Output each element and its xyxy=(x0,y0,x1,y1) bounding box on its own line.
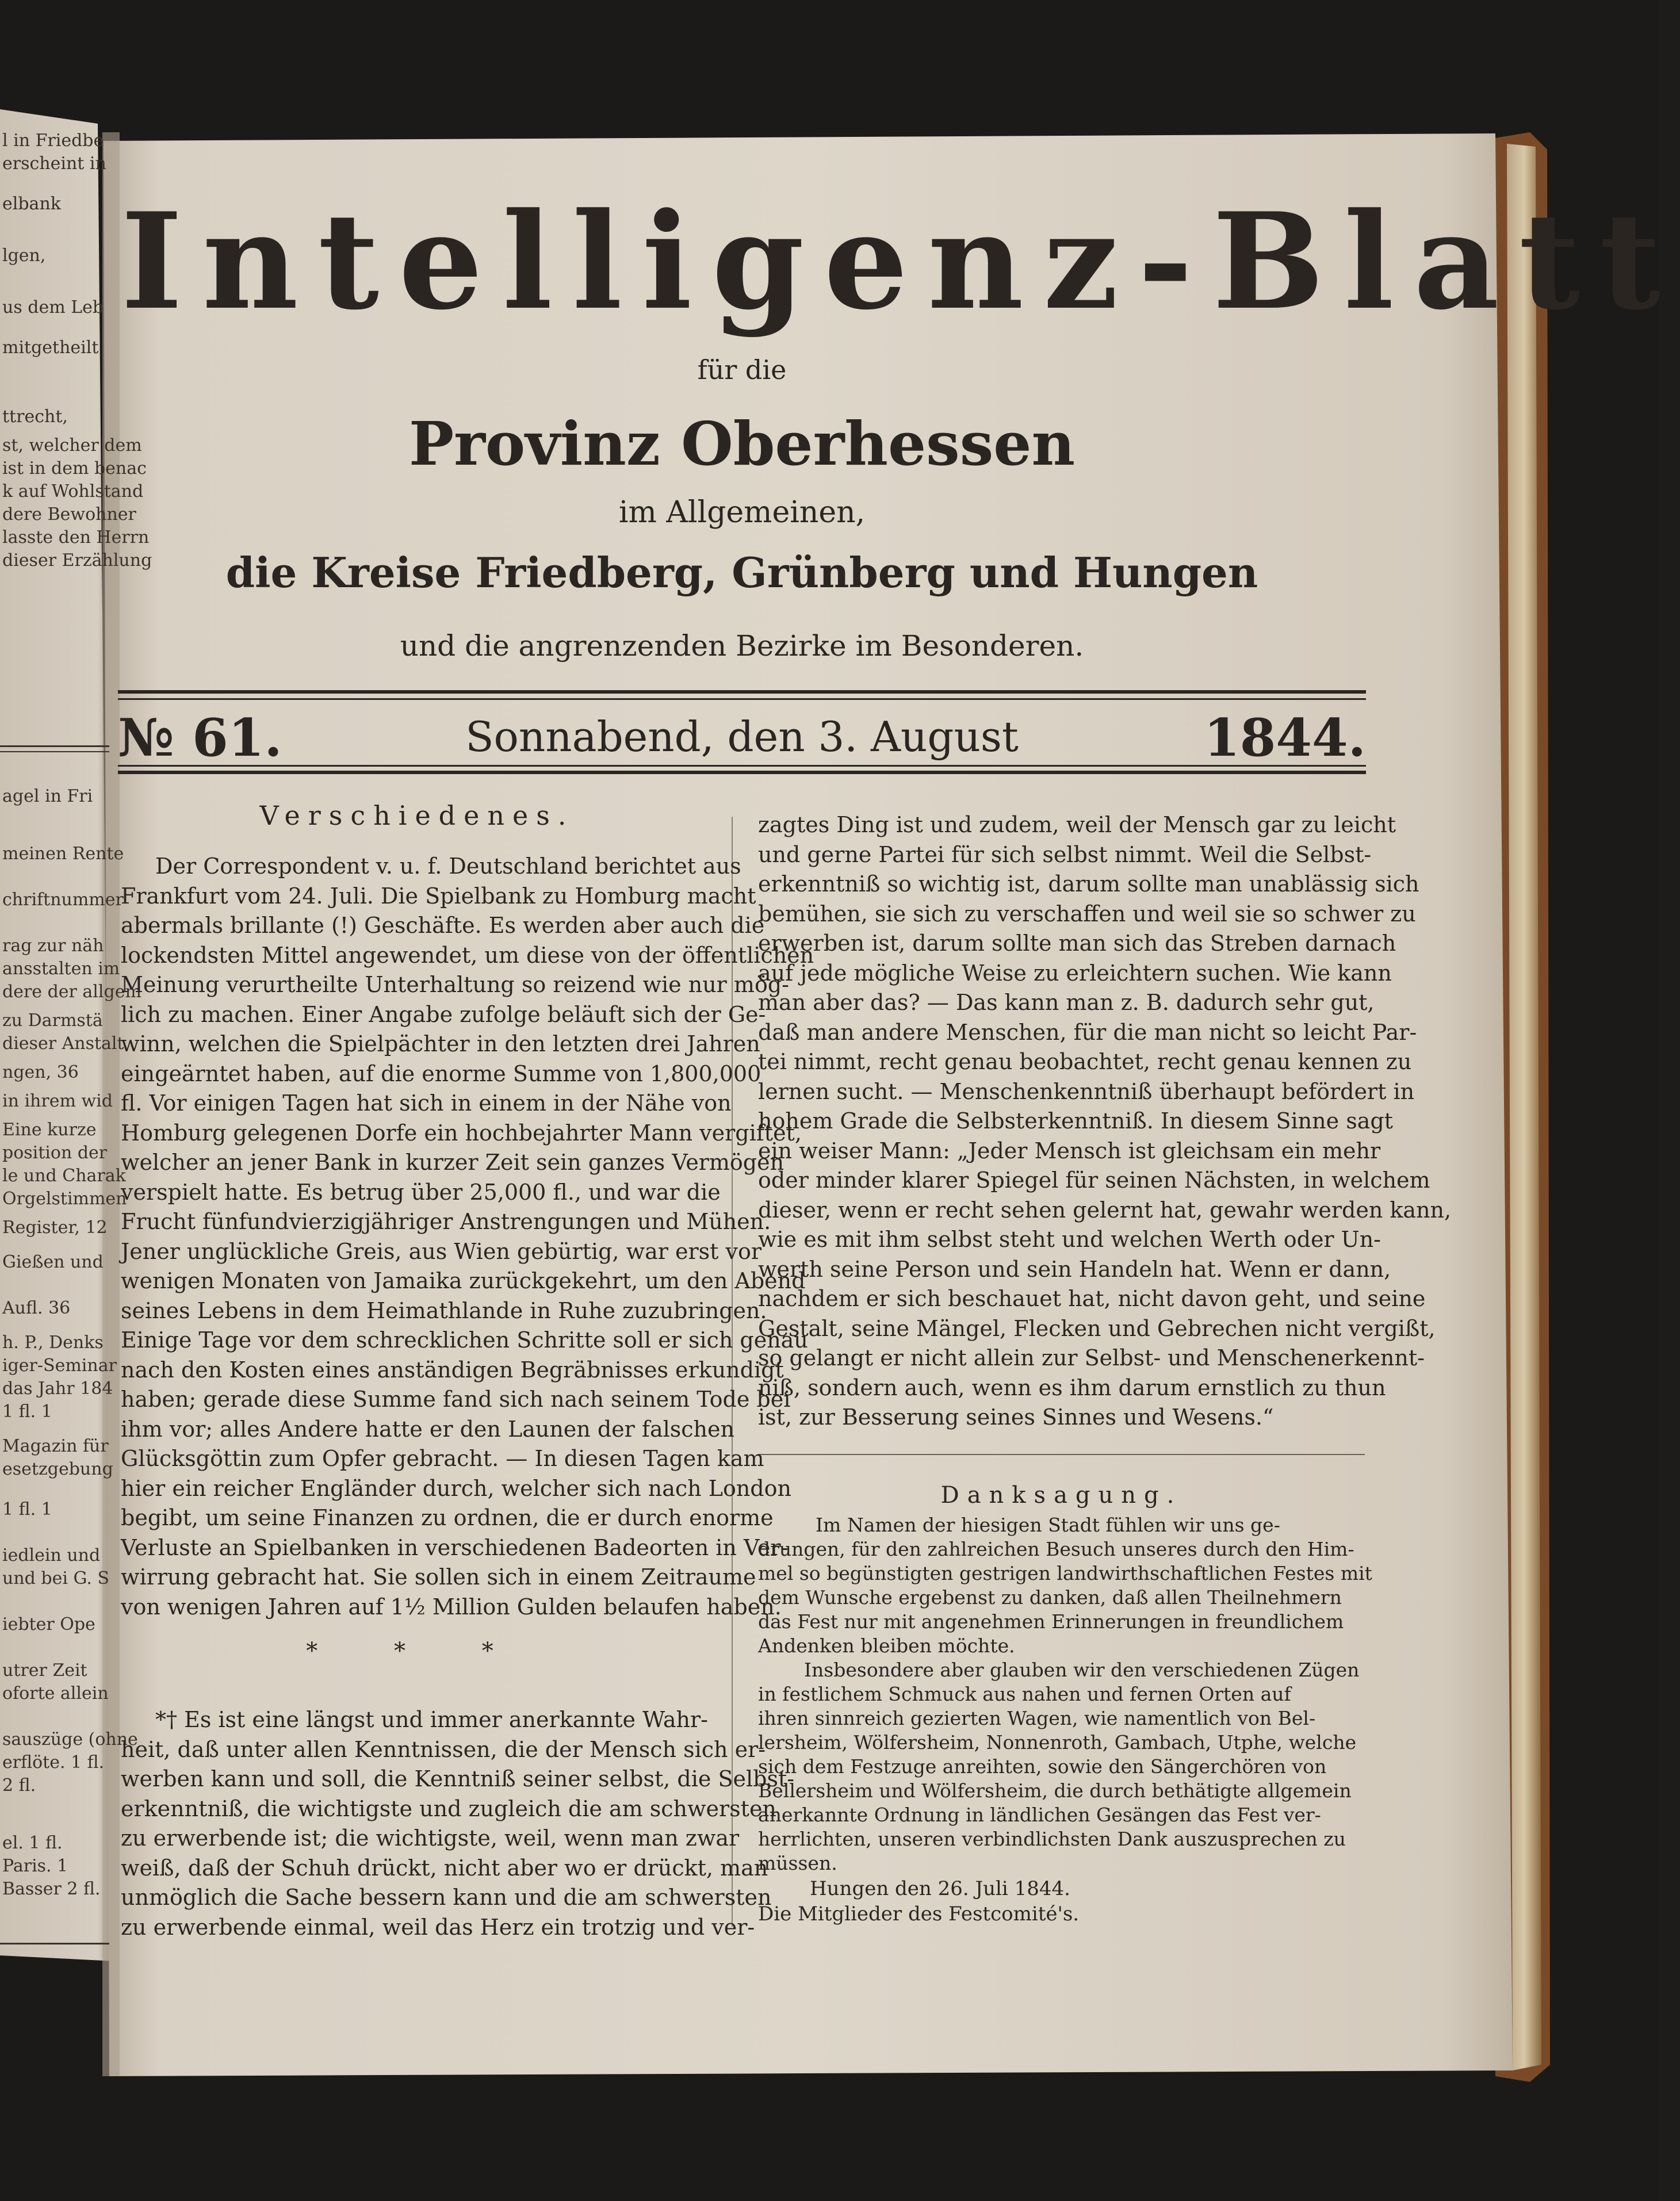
margin-fragment: erscheint in xyxy=(2,154,106,174)
text-line: auf jede mögliche Weise zu erleichtern suchen. Wie kann xyxy=(758,960,1392,986)
text-line: erkenntniß so wichtig ist, darum sollte man unablässig sich xyxy=(758,871,1419,897)
margin-fragment: 1 fl. 1 xyxy=(2,1499,52,1519)
text-line: Der Correspondent v. u. f. Deutschland berichtet aus xyxy=(155,853,741,879)
text-line: Frucht fünfundvierzigjähriger Anstrengungen und Mühen. xyxy=(121,1209,771,1234)
text-line: ihren sinnreich gezierten Wagen, wie namentlich von Bel- xyxy=(758,1707,1316,1729)
text-line: haben; gerade diese Summe fand sich nach seinem Tode bei xyxy=(121,1387,791,1412)
margin-fragment: l in Friedbe xyxy=(2,131,104,151)
text-line: zu erwerbende ist; die wichtigste, weil, wenn man zwar xyxy=(121,1825,740,1851)
text-line: hier ein reicher Engländer durch, welcher sich nach London xyxy=(121,1475,791,1501)
margin-fragment: sauszüge (ohne xyxy=(2,1729,138,1750)
newspaper-title: Intelligenz-Blatt xyxy=(121,184,1680,339)
margin-fragment: lgen, xyxy=(2,246,46,266)
text-line: mel so begünstigten gestrigen landwirthschaftlichen Festes mit xyxy=(758,1562,1372,1584)
text-line: Andenken bleiben möchte. xyxy=(758,1635,1015,1657)
signature: Die Mitglieder des Festcomité's. xyxy=(758,1903,1080,1926)
margin-fragment: erflöte. 1 fl. xyxy=(2,1752,105,1773)
margin-fragment: oforte allein xyxy=(2,1683,109,1704)
text-line: in festlichem Schmuck aus nahen und fernen Orten auf xyxy=(758,1683,1291,1705)
text-line: verspielt hatte. Es betrug über 25,000 fl., und war die xyxy=(121,1179,721,1205)
margin-fragment: dere Bewohner xyxy=(2,504,136,525)
margin-fragment: h. P., Denks xyxy=(2,1333,104,1353)
text-line: abermals brillante (!) Geschäfte. Es werden aber auch die xyxy=(121,913,765,938)
text-line: dieser, wenn er recht sehen gelernt hat, gewahr werden kann, xyxy=(758,1197,1452,1223)
text-line: lockendsten Mittel angewendet, um diese von der öffentlichen xyxy=(121,942,814,968)
margin-fragment: le und Charak xyxy=(2,1166,126,1186)
issue-line xyxy=(118,684,1366,788)
margin-fragment: Magazin für xyxy=(2,1436,109,1456)
text-line: Einige Tage vor dem schrecklichen Schritte soll er sich genau xyxy=(121,1327,808,1353)
subtitle-regions: und die angrenzenden Bezirke im Besonderen. xyxy=(400,629,1084,663)
margin-fragment: ansstalten im xyxy=(2,959,120,979)
text-line: lersheim, Wölfersheim, Nonnenroth, Gambach, Utphe, welche xyxy=(758,1731,1357,1754)
margin-fragment: in ihrem wid xyxy=(2,1091,113,1111)
text-line: Insbesondere aber glauben wir den verschiedenen Zügen xyxy=(804,1659,1360,1681)
text-line: hohem Grade die Selbsterkenntniß. In diesem Sinne sagt xyxy=(758,1108,1393,1134)
subtitle-general: im Allgemeinen, xyxy=(618,495,866,530)
text-line: herrlichten, unseren verbindlichsten Dank auszusprechen zu xyxy=(758,1828,1346,1850)
margin-fragment: utrer Zeit xyxy=(2,1660,87,1681)
text-line: das Fest nur mit angenehmen Erinnerungen in freundlichem xyxy=(758,1610,1344,1633)
subtitle-fuer: für die xyxy=(697,354,787,385)
text-line: weiß, daß der Schuh drückt, nicht aber wo er drückt, man xyxy=(121,1855,768,1881)
text-line: müssen. xyxy=(758,1852,837,1874)
text-line: wenigen Monaten von Jamaika zurückgekehrt, um den Abend xyxy=(121,1268,806,1293)
text-line: winn, welchen die Spielpächter in den letzten drei Jahren xyxy=(121,1031,760,1057)
margin-fragment: meinen Rente xyxy=(2,844,124,864)
text-line: ihm vor; alles Andere hatte er den Launen der falschen xyxy=(121,1416,734,1442)
margin-fragment: und bei G. S xyxy=(2,1568,109,1588)
margin-fragment: chriftnummer xyxy=(2,890,124,910)
text-line: werth seine Person und sein Handeln hat. Wenn er dann, xyxy=(758,1256,1391,1282)
text-line: von wenigen Jahren auf 1½ Million Gulden belaufen haben. xyxy=(121,1594,782,1620)
margin-fragment: elbank xyxy=(2,194,61,214)
margin-fragment: Basser 2 fl. xyxy=(2,1879,101,1899)
text-line: bemühen, sie sich zu verschaffen und weil sie so schwer zu xyxy=(758,901,1416,927)
issue-year: 1844. xyxy=(1204,707,1366,768)
text-line: zagtes Ding ist und zudem, weil der Mensch gar zu leicht xyxy=(758,812,1396,837)
text-line: tei nimmt, recht genau beobachtet, recht genau kennen zu xyxy=(758,1049,1412,1074)
text-line: seines Lebens in dem Heimathlande in Ruhe zuzubringen. xyxy=(121,1297,767,1323)
margin-fragment: zu Darmstä xyxy=(2,1010,103,1031)
section-heading-verschiedenes: Verschiedenes. xyxy=(259,800,575,831)
issue-number: № 61. xyxy=(118,707,282,768)
text-line: welcher an jener Bank in kurzer Zeit sein ganzes Vermögen xyxy=(121,1150,784,1175)
margin-fragment: k auf Wohlstand xyxy=(2,481,144,502)
section-heading-danksagung: Danksagung. xyxy=(940,1482,1182,1509)
text-line: heit, daß unter allen Kenntnissen, die der Mensch sich er- xyxy=(121,1736,766,1762)
text-line: fl. Vor einigen Tagen hat sich in einem in der Nähe von xyxy=(121,1090,732,1116)
text-line: daß man andere Menschen, für die man nicht so leicht Par- xyxy=(758,1019,1417,1045)
margin-fragment: dieser Erzählung xyxy=(2,550,152,571)
margin-fragment: iger-Seminar xyxy=(2,1356,117,1376)
issue-date: Sonnabend, den 3. August xyxy=(465,713,1019,761)
text-line: ein weiser Mann: „Jeder Mensch ist gleichsam ein mehr xyxy=(758,1138,1381,1163)
text-line: Gestalt, seine Mängel, Flecken und Gebrechen nicht vergißt, xyxy=(758,1315,1436,1341)
text-line: begibt, um seine Finanzen zu ordnen, die er durch enorme xyxy=(121,1505,774,1530)
text-line: Bellersheim und Wölfersheim, die durch bethätigte allgemein xyxy=(758,1779,1352,1802)
margin-fragment: das Jahr 184 xyxy=(2,1379,113,1399)
text-line: drungen, für den zahlreichen Besuch unseres durch den Him- xyxy=(758,1538,1354,1560)
text-line: wie es mit ihm selbst steht und welchen Werth oder Un- xyxy=(758,1227,1381,1252)
text-line: lich zu machen. Einer Angabe zufolge beläuft sich der Ge- xyxy=(121,1001,766,1027)
text-line: niß, sondern auch, wenn es ihm darum ernstlich zu thun xyxy=(758,1375,1386,1400)
margin-fragment: el. 1 fl. xyxy=(2,1833,63,1853)
text-line: nach den Kosten eines anständigen Begräbnisses erkundigt xyxy=(121,1357,784,1383)
margin-fragment: Paris. 1 xyxy=(2,1856,68,1876)
text-line: Verluste an Spielbanken in verschiedenen Badeorten in Ver- xyxy=(121,1534,789,1560)
section-separator-stars: * * * xyxy=(306,1638,528,1664)
text-line: oder minder klarer Spiegel für seinen Nächsten, in welchem xyxy=(758,1168,1430,1193)
margin-fragment: position der xyxy=(2,1143,108,1163)
text-line: so gelangt er nicht allein zur Selbst- und Menschenerkennt- xyxy=(758,1345,1425,1371)
margin-fragment: rag zur näh xyxy=(2,936,104,956)
margin-fragment: st, welcher dem xyxy=(2,435,142,455)
margin-fragment: Aufl. 36 xyxy=(2,1298,71,1318)
subtitle-districts: die Kreise Friedberg, Grünberg und Hungen xyxy=(225,548,1258,597)
margin-fragment: 1 fl. 1 xyxy=(2,1402,52,1422)
text-line: ist, zur Besserung seines Sinnes und Wesens.“ xyxy=(758,1404,1274,1430)
margin-fragment: Orgelstimmen xyxy=(2,1189,127,1209)
margin-fragment: iedlein und xyxy=(2,1545,101,1565)
text-line: eingeärntet haben, auf die enorme Summe von 1,800,000 xyxy=(121,1061,761,1086)
text-line: Jener unglückliche Greis, aus Wien gebürtig, war erst vor xyxy=(121,1238,762,1264)
text-line: *† Es ist eine längst und immer anerkannte Wahr- xyxy=(155,1707,708,1732)
text-line: sich dem Festzuge anreihten, sowie den Sängerchören von xyxy=(758,1755,1327,1778)
margin-fragment: Register, 12 xyxy=(2,1218,108,1238)
text-line: anerkannte Ordnung in ländlichen Gesängen das Fest ver- xyxy=(758,1804,1321,1826)
text-line: wirrung gebracht hat. Sie sollen sich in einem Zeitraume xyxy=(121,1564,756,1590)
text-line: werben kann und soll, die Kenntniß seiner selbst, die Selbst- xyxy=(121,1766,795,1792)
margin-fragment: Eine kurze xyxy=(2,1120,97,1140)
text-line: zu erwerbende einmal, weil das Herz ein trotzig und ver- xyxy=(121,1914,755,1940)
text-line: Homburg gelegenen Dorfe ein hochbejahrter Mann vergiftet, xyxy=(121,1120,802,1146)
margin-fragment: ist in dem benac xyxy=(2,458,147,479)
margin-fragment: esetzgebung xyxy=(2,1459,113,1479)
text-line: erwerben ist, darum sollte man sich das Streben darnach xyxy=(758,931,1396,956)
text-line: man aber das? — Das kann man z. B. dadurch sehr gut, xyxy=(758,990,1375,1015)
margin-fragment: iebter Ope xyxy=(2,1614,95,1635)
subtitle-province: Provinz Oberhessen xyxy=(408,408,1076,479)
text-line: Frankfurt vom 24. Juli. Die Spielbank zu Homburg macht xyxy=(121,883,756,909)
text-line: erkenntniß, die wichtigste und zugleich die am schwersten xyxy=(121,1796,776,1821)
text-line: lernen sucht. — Menschenkenntniß überhaupt befördert in xyxy=(758,1078,1415,1104)
text-line: dem Wunsche ergebenst zu danken, daß allen Theilnehmern xyxy=(758,1586,1342,1609)
place-date: Hungen den 26. Juli 1844. xyxy=(810,1877,1070,1900)
text-line: nachdem er sich beschauet hat, nicht davon geht, und seine xyxy=(758,1286,1426,1311)
margin-fragment: agel in Fri xyxy=(2,786,93,806)
text-line: Glücksgöttin zum Opfer gebracht. — In diesen Tagen kam xyxy=(121,1446,764,1471)
text-line: Meinung verurtheilte Unterhaltung so reizend wie nur mög- xyxy=(121,972,790,997)
margin-fragment: ttrecht, xyxy=(2,407,68,427)
margin-fragment: ngen, 36 xyxy=(2,1062,79,1082)
margin-fragment: dere der allgem xyxy=(2,982,141,1002)
text-line: unmöglich die Sache bessern kann und die am schwersten xyxy=(121,1885,772,1910)
margin-fragment: us dem Leb xyxy=(2,297,104,317)
margin-fragment: Gießen und xyxy=(2,1252,104,1272)
margin-fragment: dieser Anstalt xyxy=(2,1033,124,1054)
text-line: Im Namen der hiesigen Stadt fühlen wir uns ge- xyxy=(816,1514,1280,1536)
left-page-margin-text xyxy=(0,109,152,1950)
margin-fragment: mitgetheilt xyxy=(2,338,99,358)
text-line: und gerne Partei für sich selbst nimmt. Weil die Selbst- xyxy=(758,841,1372,867)
margin-fragment: 2 fl. xyxy=(2,1775,36,1796)
margin-fragment: lasste den Herrn xyxy=(2,527,150,548)
